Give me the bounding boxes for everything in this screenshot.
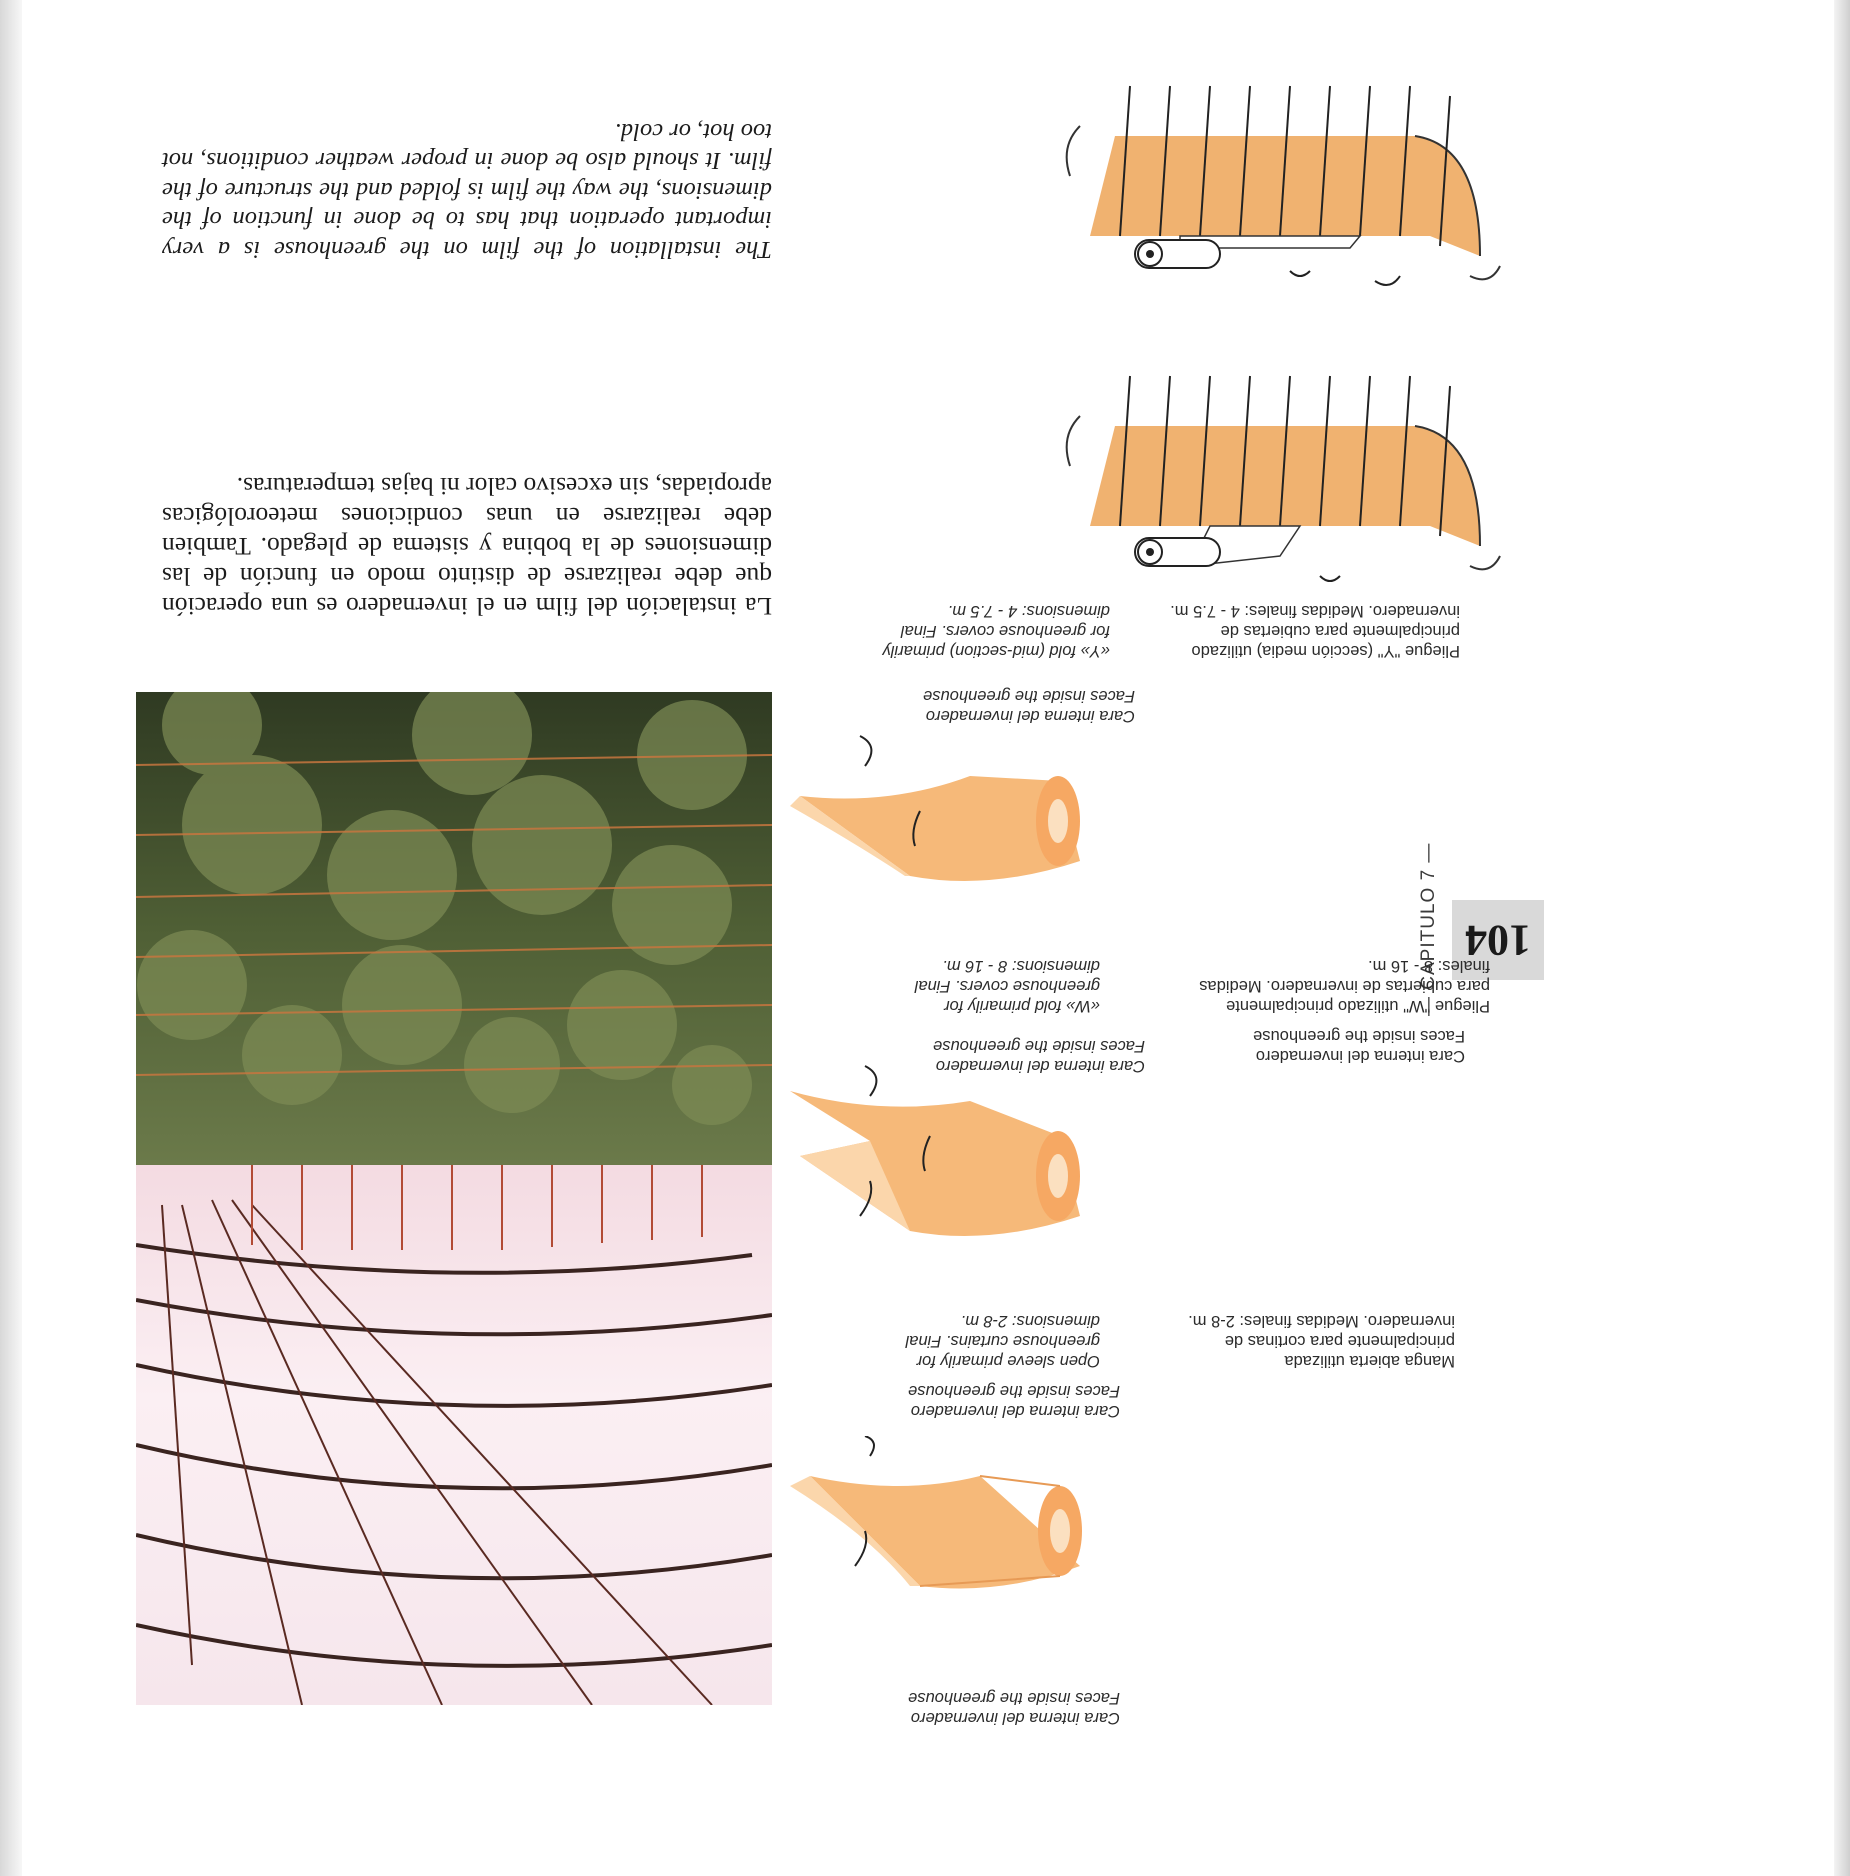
- fold-2-face-label-top: [865, 1036, 1145, 1076]
- fold-2-desc-en: «W» fold primarily for greenhouse covers. Final dimensions: 8 - 16 m.: [914, 957, 1100, 1015]
- fold-2-desc-es: Pliegue "W" utilizado principalmente para cubiertas de invernadero. Medidas finales: 8 - 16 m.: [1199, 957, 1490, 1015]
- fold-3-face-label-2: Faces inside the greenhouse: [923, 687, 1135, 705]
- fold-2-face-label-1-top: Cara interna del invernadero: [935, 1057, 1145, 1075]
- fold-3-face-label: [855, 686, 1135, 726]
- fold-2-face-label-2-top: Faces inside the greenhouse: [933, 1037, 1145, 1055]
- fold-2-face-label-2-mid: Faces inside the greenhouse: [1253, 1027, 1465, 1045]
- fold-1-desc-en: Open sleeve primarily for greenhouse curtains. Final dimensions: 2-8 m.: [905, 1312, 1100, 1370]
- chapter-label: — CAPITULO 7 —: [1418, 842, 1439, 1016]
- fold-diagram-w-fold: [770, 1046, 1120, 1276]
- page-edge-left: [1834, 0, 1850, 1876]
- greenhouse-photo: [136, 692, 772, 1705]
- body-text-english: The installation of the film on the greenhouse is a very important operation that has to be done in function of the dimensions, the way the film is folded and the structure of the film. It should also be done in proper weather conditions, not too hot, or cold.: [162, 118, 772, 263]
- fold-1-desc-es: Manga abierta utilizada principalmente para cortinas de invernadero. Medidas finales: 2-8 m.: [1188, 1312, 1455, 1370]
- fold-1-face-label-bottom: [880, 1381, 1120, 1421]
- page-edge-right: [0, 0, 22, 1876]
- fold-1-face-label-top: [880, 1688, 1120, 1728]
- page-number: 104: [1465, 916, 1531, 965]
- fold-1-face-label-1-top: Cara interna del invernadero: [910, 1709, 1120, 1727]
- fold-3-face-label-1: Cara interna del invernadero: [925, 707, 1135, 725]
- roof-installation-diagram-b: [1050, 76, 1510, 296]
- fold-3-desc-es: Pliegue "Y" (sección media) utilizado principalmente para cubiertas de invernadero. Medidas finales: 4 - 7.5 m.: [1170, 602, 1460, 660]
- fold-2-face-label-1-mid: Cara interna del invernadero: [1255, 1047, 1465, 1065]
- body-text-spanish: La instalación del film en el invernadero es una operación que debe realizarse de distinto modo en función de las dimensiones de la bobina y sistema de plegado. Tambien debe realizarse en unas condiciones meteorológicas apropiadas, sin excesivo calor ni bajas temperaturas.: [162, 472, 772, 621]
- fold-diagram-y-fold: [770, 726, 1120, 916]
- fold-1-face-label-1: Cara interna del invernadero: [910, 1402, 1120, 1420]
- fold-1-face-label-2-top: Faces inside the greenhouse: [908, 1689, 1120, 1707]
- fold-diagram-open-sleeve: [770, 1436, 1120, 1626]
- roof-installation-diagram-a: [1050, 366, 1510, 586]
- fold-3-desc-en: «Y» fold (mid-section) primarily for greenhouse covers. Final dimensions: 4 - 7.5 m.: [882, 602, 1110, 660]
- fold-2-face-label-middle: [1185, 1026, 1465, 1066]
- fold-1-face-label-2: Faces inside the greenhouse: [908, 1382, 1120, 1400]
